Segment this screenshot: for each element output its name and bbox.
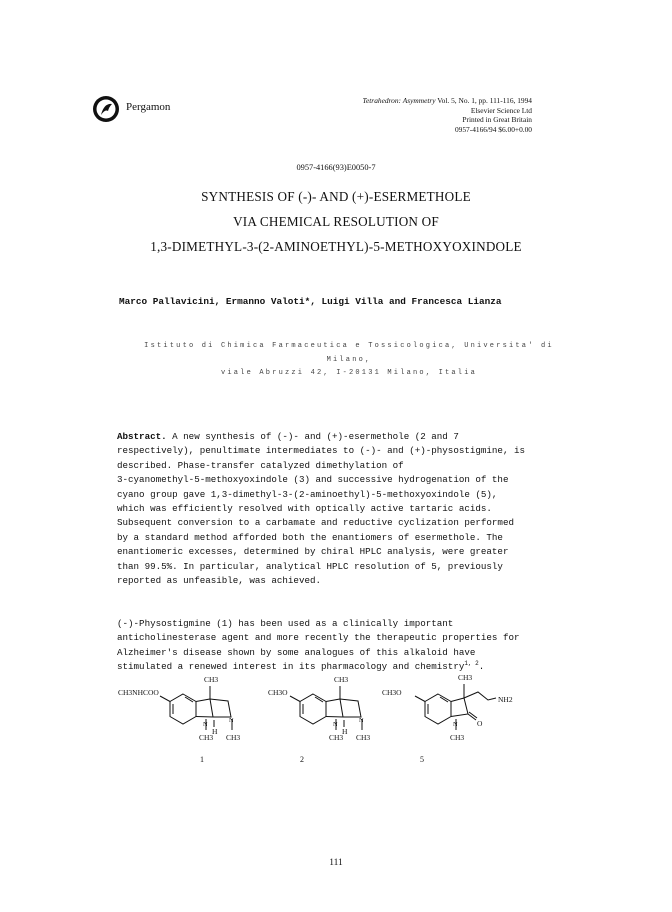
structure-2-n-left: N — [333, 721, 338, 728]
structure-1-substituent: CH3NHCOO — [118, 688, 159, 697]
structure-1 — [160, 686, 232, 730]
chemical-structures-figure — [100, 668, 580, 778]
abstract-line: 3-cyanomethyl-5-methoxyoxindole (3) and successive hydrogenation of the — [117, 474, 509, 486]
structure-5-substituent: CH3O — [382, 688, 402, 697]
doi-code: 0957-4166(93)E0050-7 — [296, 163, 376, 172]
affiliation-line-1: Istituto di Chimica Farmaceutica e Tossicologica, Universita' di Milano, — [144, 342, 554, 364]
intro-line: stimulated a renewed interest in its pharmacology and chemistry$^{1, 2}$. — [117, 660, 485, 673]
structure-2-methyl-n2: CH3 — [356, 733, 371, 742]
reference-marker: 1, 2 — [464, 660, 479, 668]
structure-1-label: 1 — [200, 755, 204, 764]
structure-5-methyl-n: CH3 — [450, 733, 465, 742]
abstract-line: by a standard method afforded both the enantiomers of esermethole. The — [117, 531, 503, 543]
structure-5-oxygen: O — [477, 719, 483, 728]
structure-1-h: H — [212, 727, 218, 736]
abstract-line: respectively), penultimate intermediates to (-)- and (+)-physostigmine, is — [117, 445, 525, 457]
title-line-1: SYNTHESIS OF (-)- AND (+)-ESERMETHOLE — [201, 189, 471, 204]
structure-1-methyl-n2: CH3 — [226, 733, 241, 742]
structure-1-methyl-top: CH3 — [204, 675, 219, 684]
intro-line: (-)-Physostigmine (1) has been used as a clinically important — [117, 618, 454, 629]
journal-info — [252, 96, 532, 134]
price-code: 0957-4166/94 $6.00+0.00 — [454, 124, 532, 134]
journal-citation: Tetrahedron: Asymmetry Vol. 5, No. 1, pp. 111-116, 1994 — [362, 96, 532, 105]
structure-1-n-left: N — [203, 721, 208, 728]
abstract-label: Abstract. — [117, 431, 167, 442]
abstract — [117, 430, 552, 588]
structure-5-methyl-top: CH3 — [458, 673, 473, 682]
paper-title — [60, 184, 612, 259]
intro-paragraph — [117, 617, 552, 675]
intro-line: anticholinesterase agent and more recently the therapeutic properties for — [117, 632, 520, 644]
page-number: 111 — [329, 858, 343, 868]
structure-5-amine: NH2 — [498, 695, 513, 704]
structure-1-methyl-n1: CH3 — [199, 733, 214, 742]
title-line-3: 1,3-DIMETHYL-3-(2-AMINOETHYL)-5-METHOXYOXINDOLE — [150, 239, 522, 254]
structure-5-n: N — [453, 721, 458, 728]
structure-2-substituent: CH3O — [268, 688, 288, 697]
structure-5-label: 5 — [420, 755, 424, 764]
abstract-line: cyano group gave 1,3-dimethyl-3-(2-aminoethyl)-5-methoxyoxindole (5), — [117, 488, 498, 500]
printed-line: Printed in Great Britain — [462, 115, 532, 125]
structure-2-methyl-top: CH3 — [334, 675, 349, 684]
abstract-line: which was efficiently resolved with optically active tartaric acids. — [117, 503, 492, 515]
title-line-2: VIA CHEMICAL RESOLUTION OF — [233, 214, 439, 229]
abstract-line: described. Phase-transfer catalyzed dimethylation of — [117, 459, 404, 471]
publisher-name: Pergamon — [126, 101, 171, 113]
abstract-line: reported as unfeasible, was achieved. — [117, 575, 321, 587]
pergamon-logo — [92, 95, 120, 123]
author-list: Marco Pallavicini, Ermanno Valoti*, Luigi Villa and Francesca Lianza — [119, 296, 502, 307]
abstract-line: enantiomeric excesses, determined by chiral HPLC analysis, were greater — [117, 546, 509, 558]
structure-2-label: 2 — [300, 755, 304, 764]
abstract-line: Subsequent conversion to a carbamate and reductive cyclization performed — [117, 517, 514, 529]
abstract-line: than 99.5%. In particular, analytical HPLC resolution of 5, previously — [117, 560, 503, 572]
structure-2-methyl-n1: CH3 — [329, 733, 344, 742]
structure-2-h: H — [342, 727, 348, 736]
copyright-line: Elsevier Science Ltd — [470, 105, 532, 115]
structure-1-n-right: N — [229, 717, 234, 724]
structure-2 — [290, 686, 362, 730]
affiliation — [119, 340, 579, 381]
structure-2-n-right: N — [359, 717, 364, 724]
intro-line: Alzheimer's disease shown by some analogues of this alkaloid have — [117, 646, 476, 658]
abstract-line: Abstract. A new synthesis of (-)- and (+)-esermethole (2 and 7 — [117, 431, 459, 442]
affiliation-line-2: viale Abruzzi 42, I-20131 Milano, Italia — [220, 369, 478, 377]
